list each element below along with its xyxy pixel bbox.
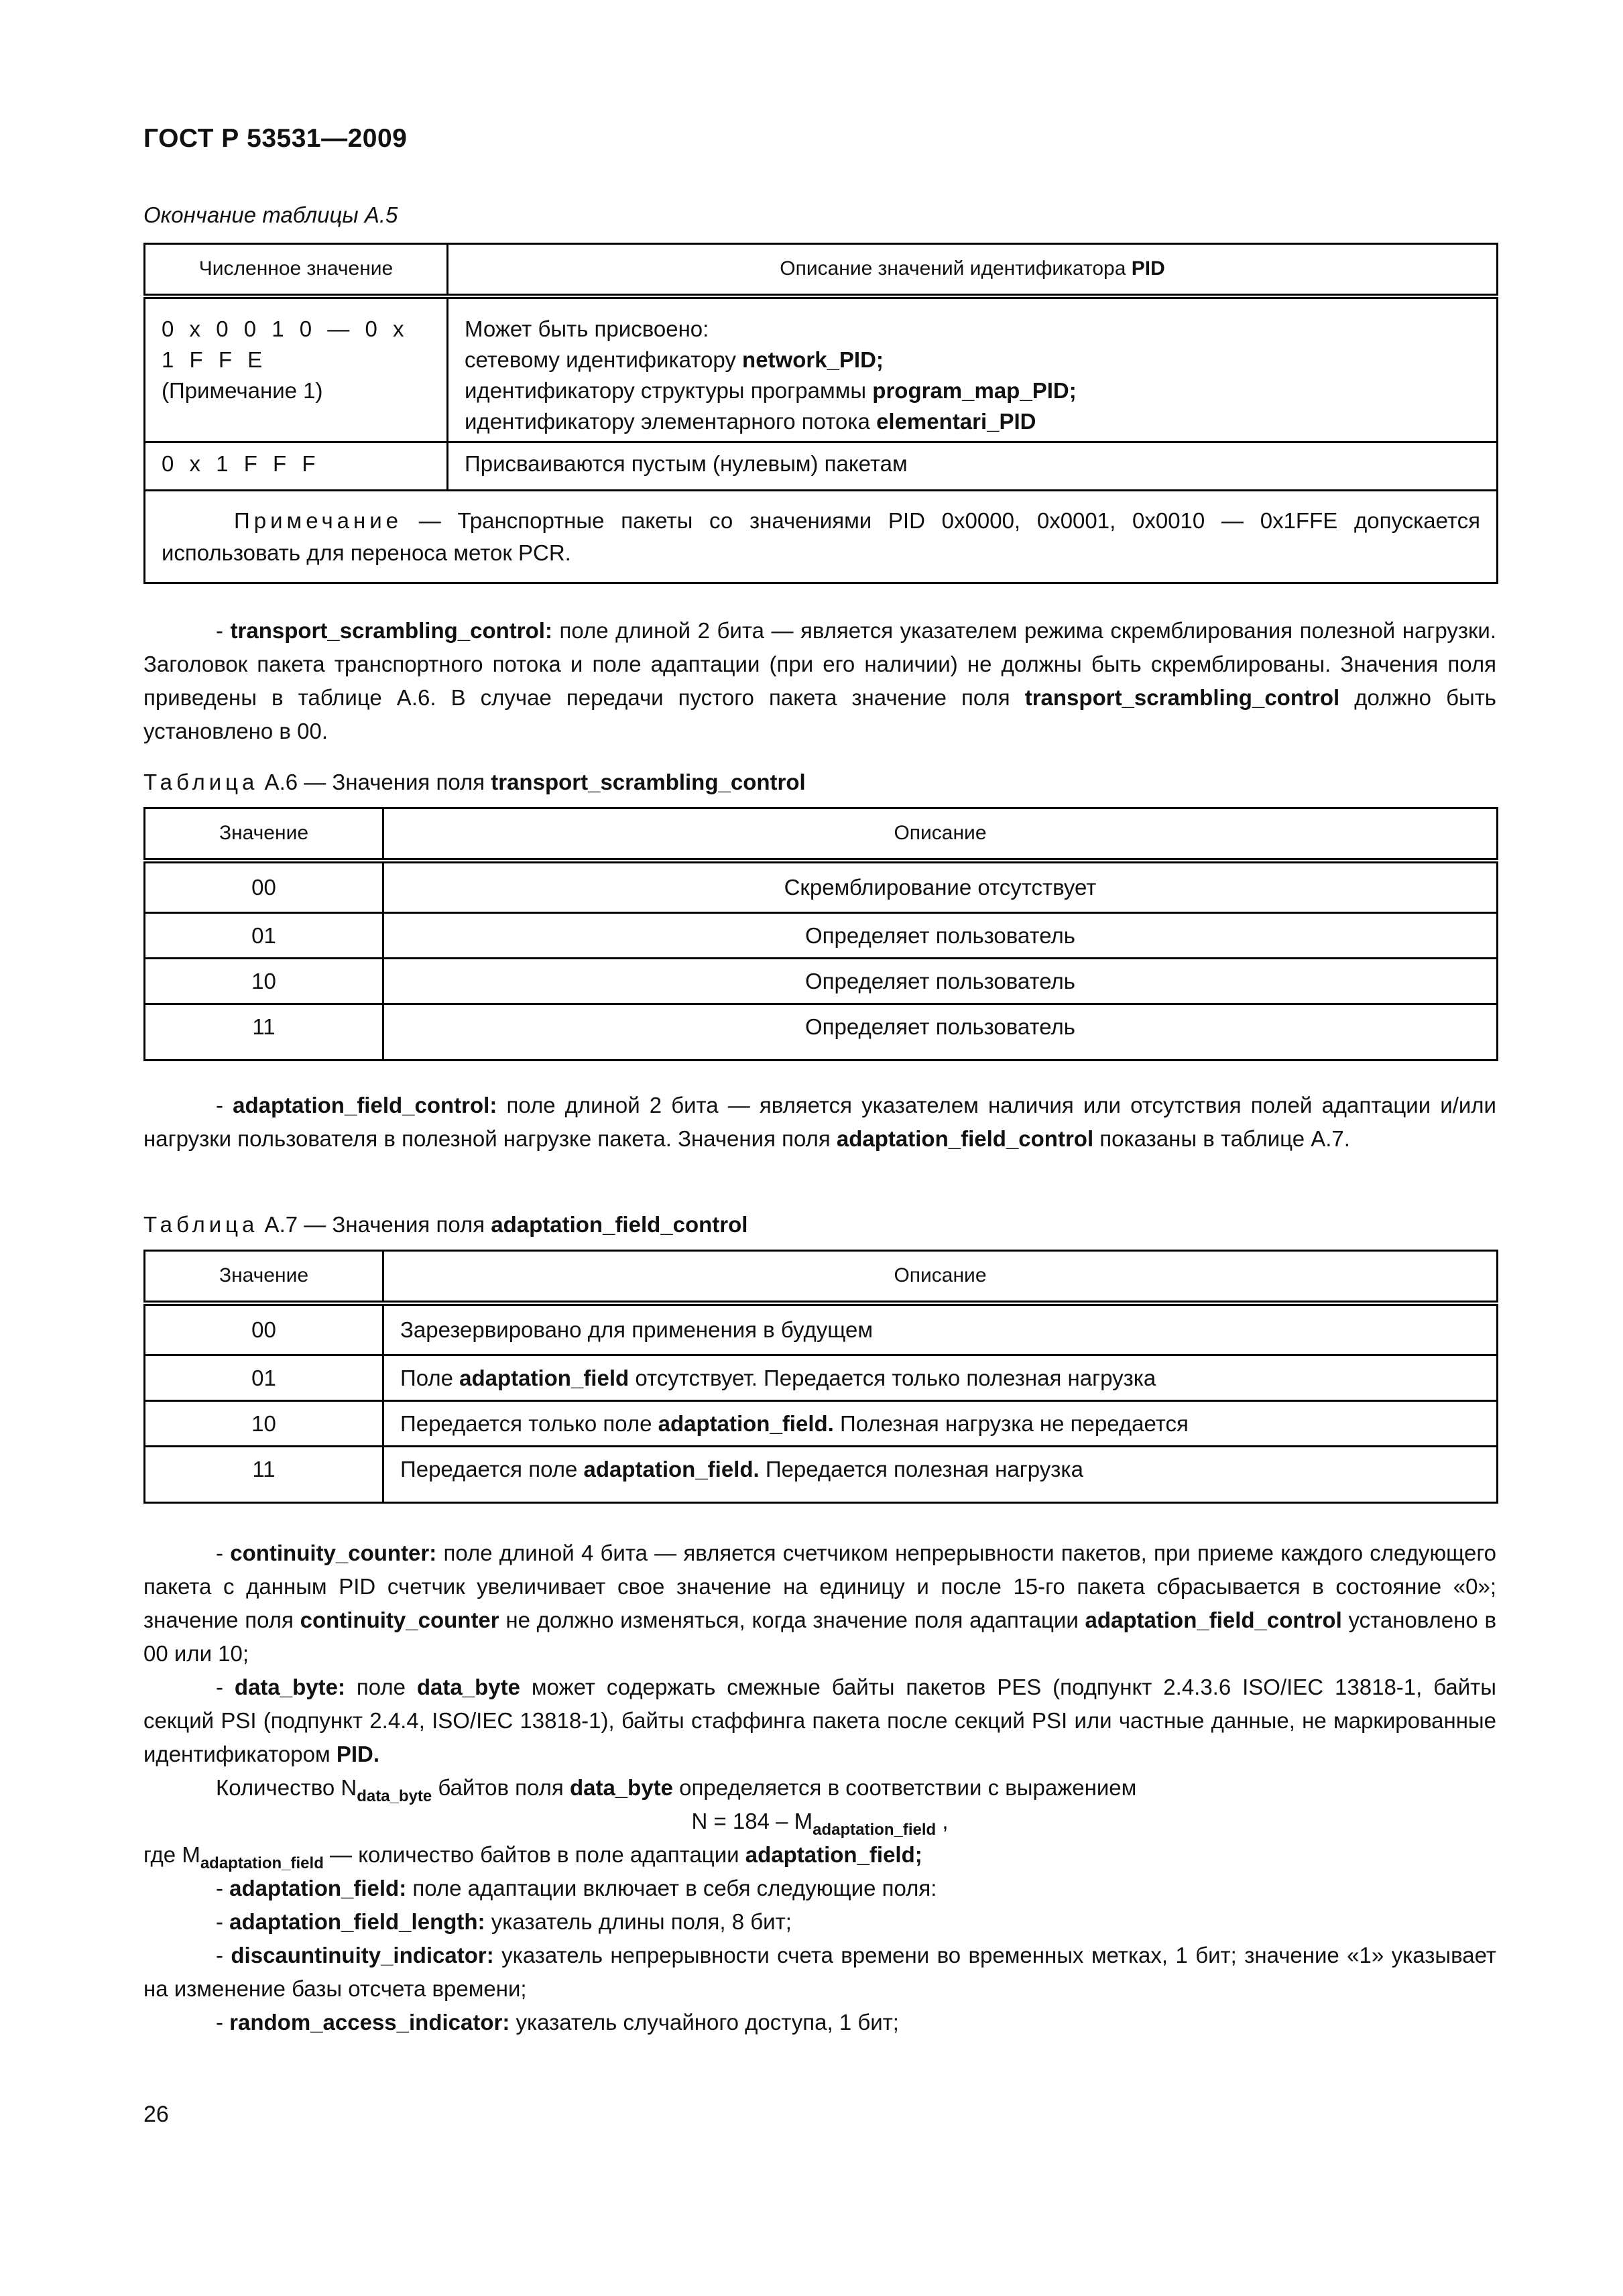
table-row-value: 10	[145, 959, 383, 1004]
table-a6-header-description: Описание	[383, 808, 1498, 861]
table-row-description: Может быть присвоено: сетевому идентификатору network_PID; идентификатору структуры программы program_map_PID; идентификатору элементарного потока elementari_PID	[448, 296, 1498, 442]
list-item: - adaptation_field: поле адаптации включает в себя следующие поля:	[216, 1876, 937, 1900]
standard-header: ГОСТ Р 53531—2009	[143, 124, 408, 153]
table-row-description: Передается поле adaptation_field. Передается полезная нагрузка	[383, 1447, 1498, 1503]
table-row-value: 0 x 1 F F F	[145, 442, 448, 491]
table-a7-header-description: Описание	[383, 1251, 1498, 1303]
table-a5-header-value: Численное значение	[145, 244, 448, 296]
table-row-value: 01	[145, 913, 383, 959]
table-row-value: 11	[145, 1004, 383, 1061]
paragraph-transport-scrambling: - transport_scrambling_control: поле длиной 2 бита — является указателем режима скремблирования полезной нагрузки. Заголовок пакета транспортного потока и поле адаптации (при его наличии) не должны быть скремблированы. Значения поля приведены в таблице А.6. В случае передачи пустого пакета значение поля transport_scrambling_control должно быть установлено в 00.	[143, 618, 1497, 743]
paragraph-quantity: Количество $N_{data\_byte}$ байтов поля data_byte определяется в соответствии с выражением	[216, 1775, 1137, 1805]
body-text	[143, 1536, 1496, 2039]
paragraph-data-byte: - data_byte: поле data_byte может содержать смежные байты пакетов PES (подпункт 2.4.3.6 ISO/IEC 13818-1, байты секций PSI (подпункт 2.4.4, ISO/IEC 13818-1), байты стаффинга пакета после секций PSI или частные данные, не маркированные идентификатором PID.	[143, 1675, 1496, 1766]
table-row-value: 10	[145, 1401, 383, 1447]
table-row-description: Присваиваются пустым (нулевым) пакетам	[448, 442, 1498, 491]
table-a7	[143, 1250, 1498, 1504]
table-a5-caption: Окончание таблицы А.5	[143, 202, 398, 227]
table-row-description: Определяет пользователь	[383, 913, 1498, 959]
table-row-description: Определяет пользователь	[383, 959, 1498, 1004]
table-row-description: Определяет пользователь	[383, 1004, 1498, 1061]
table-row-value: 00	[145, 1303, 383, 1355]
table-row-description: Передается только поле adaptation_field. Полезная нагрузка не передается	[383, 1401, 1498, 1447]
table-a7-header-value: Значение	[145, 1251, 383, 1303]
table-a5	[143, 243, 1498, 584]
paragraph-where: где $M_{adaptation\_field}$ — количество байтов в поле адаптации adaptation_field;	[143, 1842, 922, 1872]
paragraph-adaptation-field-control: - adaptation_field_control: поле длиной 2 бита — является указателем наличия или отсутствия полей адаптации и/или нагрузки пользователя в полезной нагрузке пакета. Значения поля adaptation_field_control показаны в таблице А.7.	[143, 1093, 1496, 1151]
list-item: - random_access_indicator: указатель случайного доступа, 1 бит;	[216, 2010, 899, 2035]
table-a6-caption: Таблица А.6 — Значения поля transport_scrambling_control	[143, 770, 806, 794]
list-item: - adaptation_field_length: указатель длины поля, 8 бит;	[216, 1909, 792, 1934]
table-a6-header-value: Значение	[145, 808, 383, 861]
table-row-value: 0 x 0 0 1 0 — 0 x 1 F F E (Примечание 1)	[145, 296, 448, 442]
table-a5-header-description: Описание значений идентификатора PID	[448, 244, 1498, 296]
table-a7-caption: Таблица А.7 — Значения поля adaptation_field_control	[143, 1212, 748, 1237]
table-row-value: 00	[145, 861, 383, 913]
table-a5-note: Примечание — Транспортные пакеты со значениями PID 0x0000, 0x0001, 0x0010 — 0x1FFE допускается использовать для переноса меток PCR.	[145, 491, 1498, 583]
paragraph-continuity-counter: - continuity_counter: поле длиной 4 бита — является счетчиком непрерывности пакетов, при приеме каждого следующего пакета с данным PID счетчик увеличивает свое значение на единицу и после 15-го пакета сбрасывается в состояние «0»; значение поля continuity_counter не должно изменяться, когда значение поля адаптации adaptation_field_control установлено в 00 или 10;	[143, 1540, 1496, 1666]
list-item: - discauntinuity_indicator: указатель непрерывности счета времени во временных метках, 1 бит; значение «1» указывает на изменение базы отсчета времени;	[143, 1943, 1496, 2001]
table-row-value: 01	[145, 1355, 383, 1401]
page-number: 26	[143, 2102, 169, 2127]
table-row-description: Скремблирование отсутствует	[383, 861, 1498, 913]
table-row-description: Зарезервировано для применения в будущем	[383, 1303, 1498, 1355]
table-a6	[143, 807, 1498, 1061]
table-row-value: 11	[145, 1447, 383, 1503]
table-row-description: Поле adaptation_field отсутствует. Передается только полезная нагрузка	[383, 1355, 1498, 1401]
formula: $N = 184 - M_{adaptation\_field}$ ,	[691, 1809, 949, 1839]
